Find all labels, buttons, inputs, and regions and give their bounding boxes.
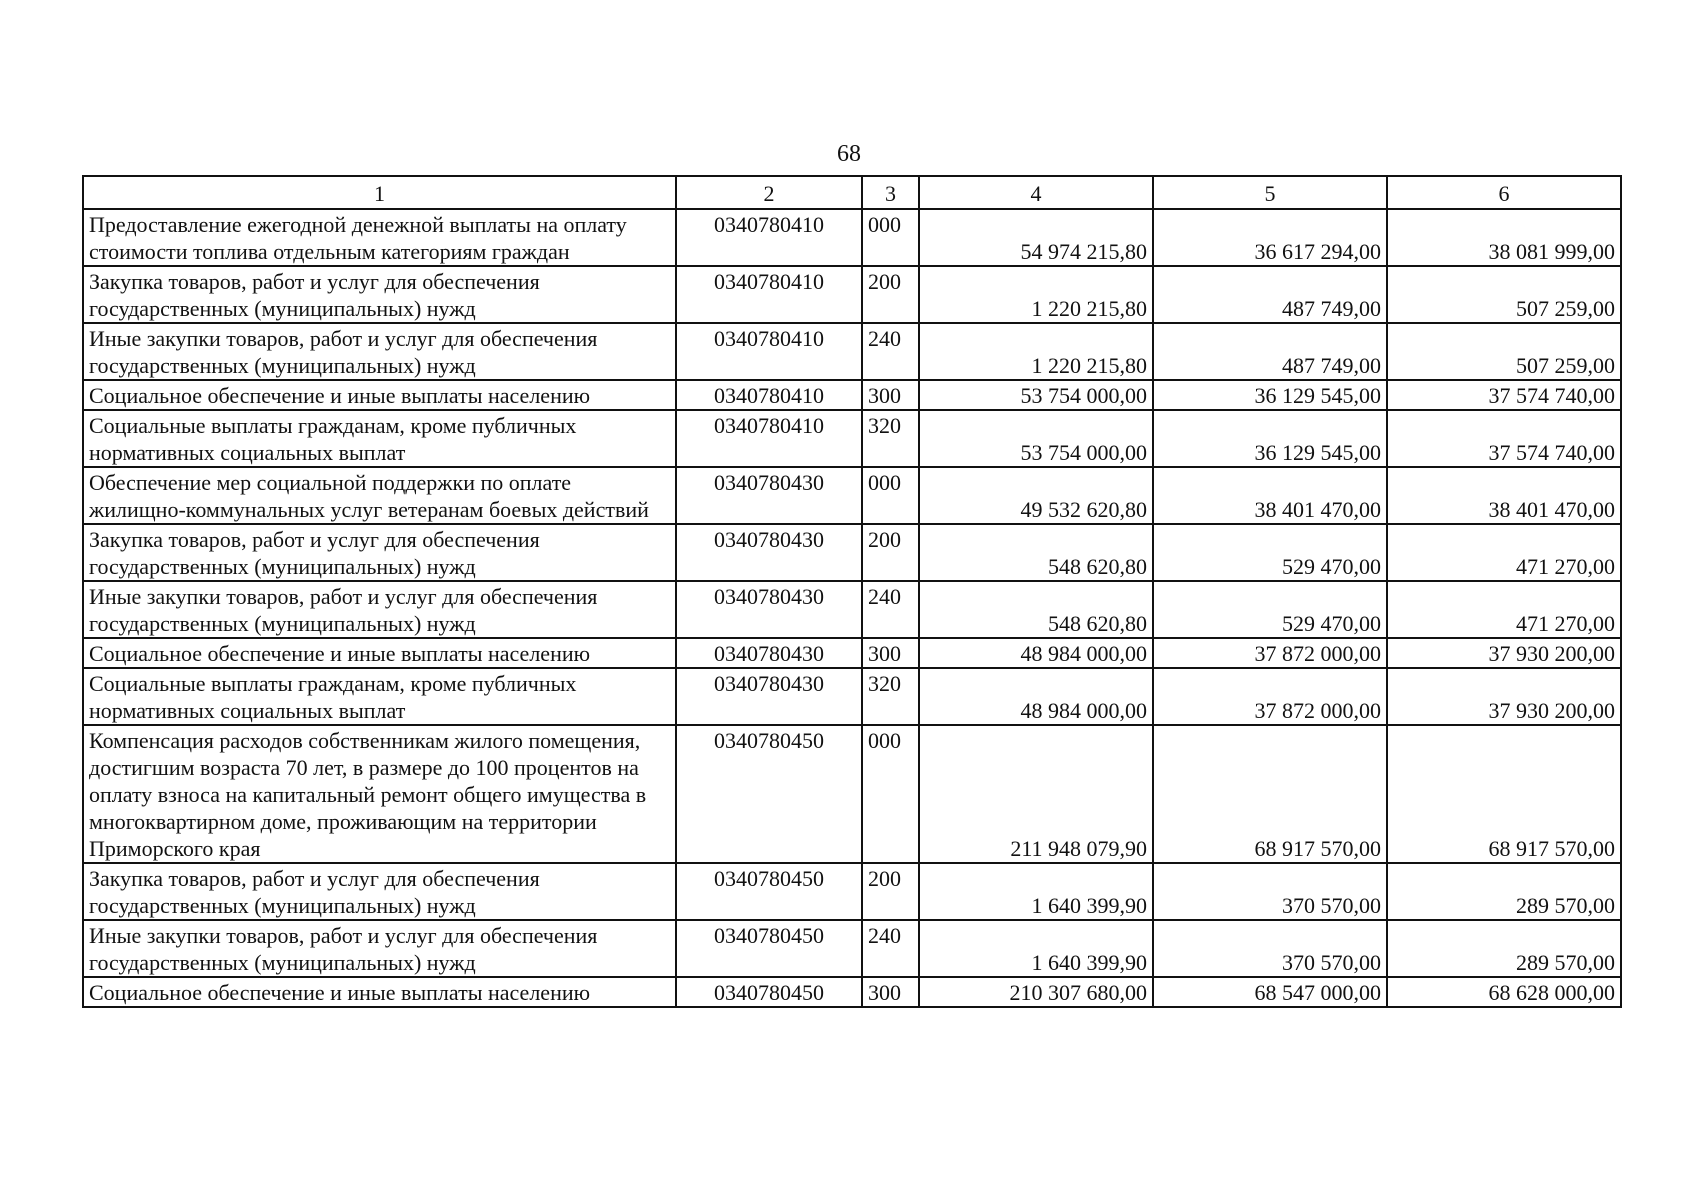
amount-col6-cell: 37 574 740,00 [1387, 380, 1621, 410]
expense-name-cell: Закупка товаров, работ и услуг для обеспечения государственных (муниципальных) нужд [83, 863, 676, 920]
amount-col6-cell: 289 570,00 [1387, 863, 1621, 920]
expense-name-cell: Социальное обеспечение и иные выплаты населению [83, 977, 676, 1007]
expense-type-code-cell: 300 [862, 977, 919, 1007]
expense-type-code-cell: 000 [862, 725, 919, 863]
target-article-code-cell: 0340780450 [676, 977, 862, 1007]
amount-col4-cell: 548 620,80 [919, 524, 1153, 581]
amount-col6-cell: 507 259,00 [1387, 323, 1621, 380]
amount-col4-cell: 48 984 000,00 [919, 668, 1153, 725]
page-number: 68 [837, 141, 861, 167]
table-row [83, 380, 1621, 410]
amount-col5-cell: 36 129 545,00 [1153, 410, 1387, 467]
expense-name-cell: Социальные выплаты гражданам, кроме публичных нормативных социальных выплат [83, 410, 676, 467]
target-article-code-cell: 0340780450 [676, 920, 862, 977]
amount-col6-cell: 68 917 570,00 [1387, 725, 1621, 863]
amount-col6-cell: 471 270,00 [1387, 524, 1621, 581]
amount-col6-cell: 37 574 740,00 [1387, 410, 1621, 467]
amount-col6-cell: 507 259,00 [1387, 266, 1621, 323]
amount-col6-cell: 289 570,00 [1387, 920, 1621, 977]
target-article-code-cell: 0340780450 [676, 725, 862, 863]
amount-col4-cell: 1 220 215,80 [919, 323, 1153, 380]
target-article-code-cell: 0340780410 [676, 209, 862, 266]
expense-type-code-cell: 240 [862, 581, 919, 638]
amount-col4-cell: 211 948 079,90 [919, 725, 1153, 863]
table-row [83, 725, 1621, 863]
amount-col6-cell: 38 401 470,00 [1387, 467, 1621, 524]
amount-col5-cell: 487 749,00 [1153, 323, 1387, 380]
expense-name-cell: Обеспечение мер социальной поддержки по оплате жилищно-коммунальных услуг ветеранам боевых действий [83, 467, 676, 524]
column-number-header-row [83, 176, 1621, 209]
target-article-code-cell: 0340780430 [676, 668, 862, 725]
target-article-code-cell: 0340780430 [676, 638, 862, 668]
budget-table-body [83, 176, 1621, 1007]
target-article-code-cell: 0340780410 [676, 410, 862, 467]
expense-type-code-cell: 240 [862, 323, 919, 380]
expense-type-code-cell: 200 [862, 524, 919, 581]
amount-col6-cell: 37 930 200,00 [1387, 668, 1621, 725]
amount-col5-cell: 68 547 000,00 [1153, 977, 1387, 1007]
table-row [83, 920, 1621, 977]
expense-name-cell: Социальные выплаты гражданам, кроме публичных нормативных социальных выплат [83, 668, 676, 725]
expense-name-cell: Иные закупки товаров, работ и услуг для обеспечения государственных (муниципальных) нужд [83, 581, 676, 638]
table-row [83, 209, 1621, 266]
amount-col5-cell: 487 749,00 [1153, 266, 1387, 323]
target-article-code-cell: 0340780410 [676, 323, 862, 380]
table-row [83, 638, 1621, 668]
amount-col6-cell: 37 930 200,00 [1387, 638, 1621, 668]
table-row [83, 863, 1621, 920]
target-article-code-cell: 0340780430 [676, 581, 862, 638]
amount-col5-cell: 36 129 545,00 [1153, 380, 1387, 410]
expense-type-code-cell: 000 [862, 209, 919, 266]
table-row [83, 524, 1621, 581]
table-row [83, 668, 1621, 725]
amount-col5-cell: 36 617 294,00 [1153, 209, 1387, 266]
column-header: 2 [676, 176, 862, 209]
amount-col6-cell: 68 628 000,00 [1387, 977, 1621, 1007]
expense-type-code-cell: 000 [862, 467, 919, 524]
amount-col4-cell: 53 754 000,00 [919, 380, 1153, 410]
amount-col5-cell: 37 872 000,00 [1153, 668, 1387, 725]
table-row [83, 410, 1621, 467]
amount-col5-cell: 529 470,00 [1153, 581, 1387, 638]
expense-name-cell: Иные закупки товаров, работ и услуг для обеспечения государственных (муниципальных) нужд [83, 323, 676, 380]
table-row [83, 581, 1621, 638]
amount-col4-cell: 49 532 620,80 [919, 467, 1153, 524]
amount-col4-cell: 54 974 215,80 [919, 209, 1153, 266]
amount-col4-cell: 210 307 680,00 [919, 977, 1153, 1007]
expense-type-code-cell: 300 [862, 380, 919, 410]
target-article-code-cell: 0340780450 [676, 863, 862, 920]
amount-col4-cell: 1 640 399,90 [919, 863, 1153, 920]
expense-type-code-cell: 200 [862, 863, 919, 920]
expense-name-cell: Компенсация расходов собственникам жилого помещения, достигшим возраста 70 лет, в размере до 100 процентов на оплату взноса на капитальный ремонт общего имущества в многоквартирном доме, проживающим на территории Приморского края [83, 725, 676, 863]
expense-name-cell: Социальное обеспечение и иные выплаты населению [83, 638, 676, 668]
expense-type-code-cell: 320 [862, 668, 919, 725]
budget-table [82, 175, 1622, 1008]
amount-col5-cell: 370 570,00 [1153, 920, 1387, 977]
expense-name-cell: Иные закупки товаров, работ и услуг для обеспечения государственных (муниципальных) нужд [83, 920, 676, 977]
table-row [83, 323, 1621, 380]
target-article-code-cell: 0340780430 [676, 467, 862, 524]
table-row [83, 467, 1621, 524]
amount-col5-cell: 38 401 470,00 [1153, 467, 1387, 524]
column-header: 1 [83, 176, 676, 209]
expense-type-code-cell: 240 [862, 920, 919, 977]
expense-name-cell: Закупка товаров, работ и услуг для обеспечения государственных (муниципальных) нужд [83, 524, 676, 581]
column-header: 5 [1153, 176, 1387, 209]
target-article-code-cell: 0340780430 [676, 524, 862, 581]
table-row [83, 266, 1621, 323]
amount-col4-cell: 53 754 000,00 [919, 410, 1153, 467]
expense-type-code-cell: 200 [862, 266, 919, 323]
amount-col4-cell: 1 220 215,80 [919, 266, 1153, 323]
expense-name-cell: Закупка товаров, работ и услуг для обеспечения государственных (муниципальных) нужд [83, 266, 676, 323]
amount-col5-cell: 529 470,00 [1153, 524, 1387, 581]
amount-col5-cell: 37 872 000,00 [1153, 638, 1387, 668]
amount-col4-cell: 1 640 399,90 [919, 920, 1153, 977]
table-row [83, 977, 1621, 1007]
target-article-code-cell: 0340780410 [676, 266, 862, 323]
target-article-code-cell: 0340780410 [676, 380, 862, 410]
expense-name-cell: Социальное обеспечение и иные выплаты населению [83, 380, 676, 410]
column-header: 6 [1387, 176, 1621, 209]
amount-col6-cell: 38 081 999,00 [1387, 209, 1621, 266]
column-header: 4 [919, 176, 1153, 209]
amount-col6-cell: 471 270,00 [1387, 581, 1621, 638]
column-header: 3 [862, 176, 919, 209]
expense-type-code-cell: 320 [862, 410, 919, 467]
amount-col5-cell: 68 917 570,00 [1153, 725, 1387, 863]
expense-name-cell: Предоставление ежегодной денежной выплаты на оплату стоимости топлива отдельным категориям граждан [83, 209, 676, 266]
amount-col4-cell: 48 984 000,00 [919, 638, 1153, 668]
amount-col4-cell: 548 620,80 [919, 581, 1153, 638]
expense-type-code-cell: 300 [862, 638, 919, 668]
amount-col5-cell: 370 570,00 [1153, 863, 1387, 920]
